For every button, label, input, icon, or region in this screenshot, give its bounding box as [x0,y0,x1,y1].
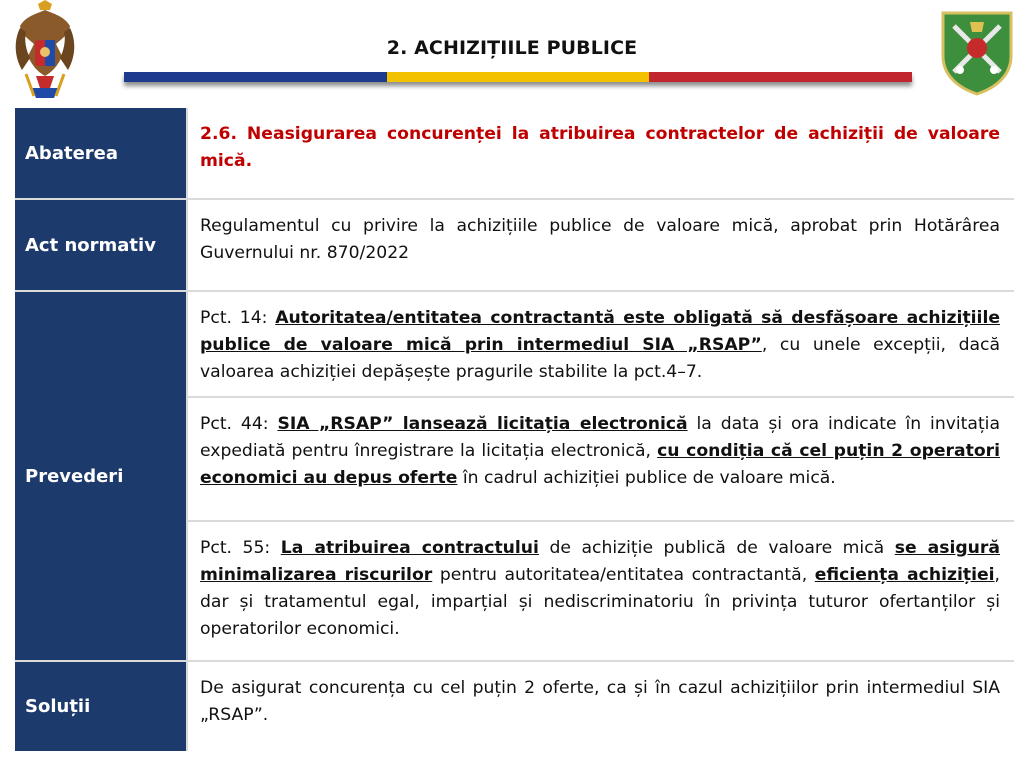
label-act-normativ: Act normativ [15,200,186,290]
tricolor-yellow [387,72,649,82]
label-solutii: Soluții [15,662,186,751]
tricolor-bar [124,72,912,82]
solutii-text: De asigurat concurența cu cel puțin 2 oferte, ca și în cazul achizițiilor prin intermediul SIA „RSAP”. [188,662,1014,751]
green-shield-emblem-icon [940,10,1014,96]
label-prevederi: Prevederi [15,292,186,660]
findings-table [15,108,1014,751]
tricolor-red [649,72,912,82]
act-normativ-text: Regulamentul cu privire la achizițiile publice de valoare mică, aprobat prin Hotărârea Guvernului nr. 870/2022 [188,200,1014,290]
page-title: 2. ACHIZIȚIILE PUBLICE [386,37,638,59]
abaterea-text: 2.6. Neasigurarea concurenței la atribuirea contractelor de achiziții de valoare mică. [188,108,1014,198]
prevedere-pct-55: Pct. 55: La atribuirea contractului de achiziție publică de valoare mică se asigură minimalizarea riscurilor pentru autoritatea/entitatea contractantă, eficiența achiziției, dar și tratamentul egal, imparțial și nediscriminatoriu în privința tuturor ofertanților și operatorilor economici. [188,522,1014,660]
tricolor-blue [124,72,387,82]
label-abaterea: Abaterea [15,108,186,198]
prevedere-pct-14: Pct. 14: Autoritatea/entitatea contractantă este obligată să desfășoare achizițiile publice de valoare mică prin intermediul SIA „RSAP”, cu unele excepții, dacă valoarea achiziției depășește pragurile stabilite la pct.4–7. [188,292,1014,396]
prevedere-pct-44: Pct. 44: SIA „RSAP” lansează licitația electronică la data și ora indicate în invitația expediată pentru înregistrare la licitația electronică, cu condiția că cel puțin 2 operatori economici au depus oferte în cadrul achiziției publice de valoare mică. [188,398,1014,520]
